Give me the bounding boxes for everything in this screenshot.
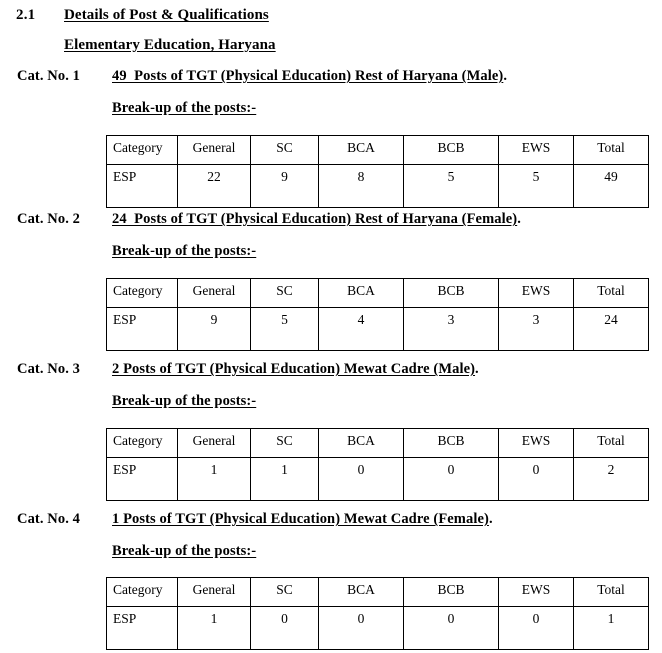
column-header-sc: SC [251, 279, 319, 308]
cell-general: 9 [178, 308, 251, 351]
table-row [107, 165, 649, 208]
posts-table-4 [106, 577, 649, 650]
posts-table-1 [106, 135, 649, 208]
column-header-bca: BCA [319, 429, 404, 458]
column-header-category: Category [107, 578, 178, 607]
category-description-period-2: . [517, 211, 521, 227]
category-label-1: Cat. No. 1 [17, 68, 81, 84]
column-header-sc: SC [251, 578, 319, 607]
cell-total: 49 [574, 165, 649, 208]
cell-bca: 0 [319, 458, 404, 501]
breakup-label-4: Break-up of the posts:- [112, 543, 257, 559]
posts-table-2 [106, 278, 649, 351]
cell-ews: 5 [499, 165, 574, 208]
breakup-label-1: Break-up of the posts:- [112, 100, 257, 116]
category-description-text-3: 2 Posts of TGT (Physical Education) Mewat Cadre (Male) [112, 361, 476, 377]
column-header-bca: BCA [319, 578, 404, 607]
cell-category: ESP [107, 308, 178, 351]
column-header-ews: EWS [499, 136, 574, 165]
column-header-total: Total [574, 578, 649, 607]
cell-bca: 4 [319, 308, 404, 351]
category-description-3 [112, 361, 479, 378]
column-header-bca: BCA [319, 136, 404, 165]
cell-bcb: 0 [404, 607, 499, 650]
cell-total: 1 [574, 607, 649, 650]
department-row [64, 36, 276, 54]
column-header-general: General [178, 279, 251, 308]
table-header-row [107, 279, 649, 308]
section-number: 2.1 [16, 7, 36, 23]
cell-bcb: 5 [404, 165, 499, 208]
category-heading-4 [0, 511, 662, 533]
table-header-row [107, 429, 649, 458]
table-row [107, 458, 649, 501]
column-header-total: Total [574, 136, 649, 165]
cell-total: 24 [574, 308, 649, 351]
cell-general: 1 [178, 607, 251, 650]
category-label-4: Cat. No. 4 [17, 511, 81, 527]
cell-category: ESP [107, 607, 178, 650]
cell-general: 22 [178, 165, 251, 208]
column-header-general: General [178, 429, 251, 458]
cell-bcb: 0 [404, 458, 499, 501]
column-header-bcb: BCB [404, 429, 499, 458]
cell-sc: 1 [251, 458, 319, 501]
category-heading-2 [0, 211, 662, 233]
cell-ews: 0 [499, 607, 574, 650]
column-header-total: Total [574, 429, 649, 458]
cell-ews: 3 [499, 308, 574, 351]
column-header-ews: EWS [499, 279, 574, 308]
category-block-2 [0, 211, 662, 327]
category-description-period-1: . [503, 68, 508, 84]
category-description-4 [112, 511, 493, 528]
column-header-sc: SC [251, 136, 319, 165]
category-label-3: Cat. No. 3 [17, 361, 81, 377]
column-header-sc: SC [251, 429, 319, 458]
cell-sc: 0 [251, 607, 319, 650]
column-header-bcb: BCB [404, 578, 499, 607]
category-description-period-4: . [488, 511, 493, 527]
cell-ews: 0 [499, 458, 574, 501]
column-header-category: Category [107, 429, 178, 458]
section-title-row [16, 7, 646, 24]
column-header-total: Total [574, 279, 649, 308]
category-description-text-2: 24 Posts of TGT (Physical Education) Rest of Haryana (Female) [112, 211, 518, 227]
category-description-1 [112, 68, 507, 85]
cell-sc: 5 [251, 308, 319, 351]
column-header-ews: EWS [499, 429, 574, 458]
posts-table-3 [106, 428, 649, 501]
breakup-label-2: Break-up of the posts:- [112, 243, 257, 259]
category-block-1 [0, 68, 662, 184]
cell-bca: 8 [319, 165, 404, 208]
category-description-text-4: 1 Posts of TGT (Physical Education) Mewat Cadre (Female) [112, 511, 489, 527]
category-heading-3 [0, 361, 662, 383]
category-block-4 [0, 511, 662, 626]
department-name: Elementary Education, Haryana [64, 37, 276, 53]
breakup-label-3: Break-up of the posts:- [112, 393, 257, 409]
column-header-bcb: BCB [404, 136, 499, 165]
column-header-general: General [178, 578, 251, 607]
cell-bca: 0 [319, 607, 404, 650]
column-header-general: General [178, 136, 251, 165]
column-header-ews: EWS [499, 578, 574, 607]
column-header-bca: BCA [319, 279, 404, 308]
page-title: Details of Post & Qualifications [64, 7, 269, 23]
cell-general: 1 [178, 458, 251, 501]
column-header-bcb: BCB [404, 279, 499, 308]
table-row [107, 308, 649, 351]
table-header-row [107, 578, 649, 607]
category-description-2 [112, 211, 521, 228]
category-label-2: Cat. No. 2 [17, 211, 81, 227]
cell-bcb: 3 [404, 308, 499, 351]
table-header-row [107, 136, 649, 165]
cell-sc: 9 [251, 165, 319, 208]
cell-total: 2 [574, 458, 649, 501]
category-heading-1 [0, 68, 662, 90]
cell-category: ESP [107, 165, 178, 208]
column-header-category: Category [107, 279, 178, 308]
category-block-3 [0, 361, 662, 477]
category-description-period-3: . [475, 361, 479, 377]
column-header-category: Category [107, 136, 178, 165]
table-row [107, 607, 649, 650]
category-description-text-1: 49 Posts of TGT (Physical Education) Rest of Haryana (Male) [112, 68, 504, 84]
cell-category: ESP [107, 458, 178, 501]
